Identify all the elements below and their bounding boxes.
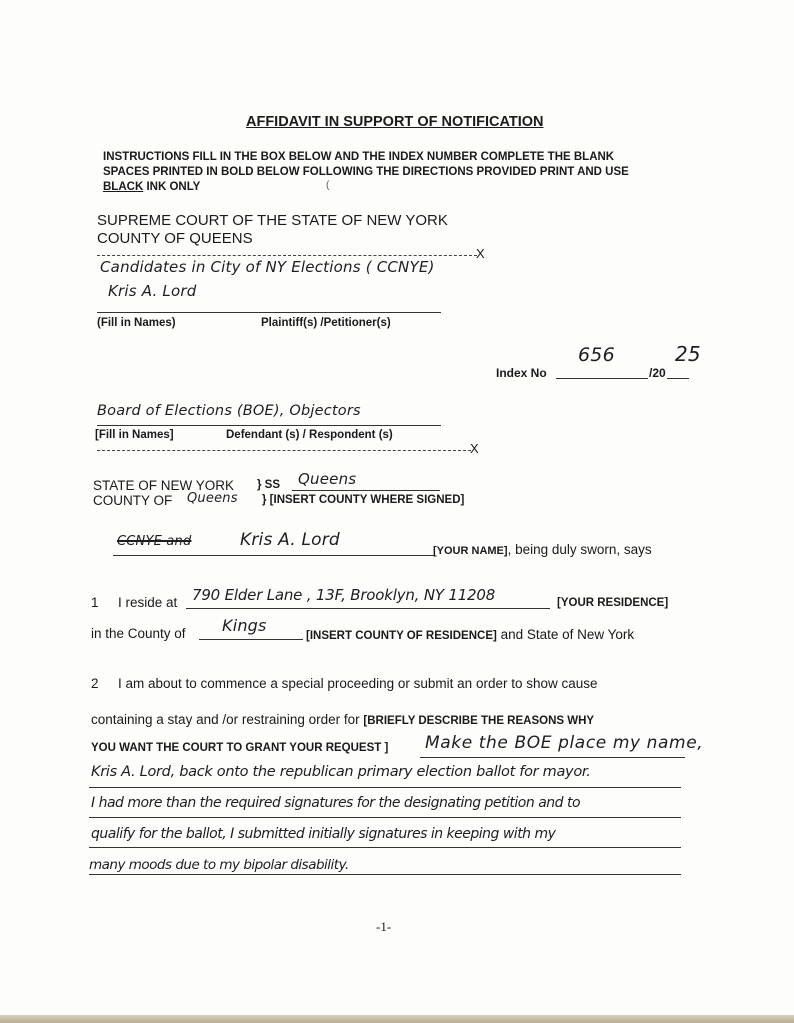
- reason-line-3[interactable]: I had more than the required signatures for the designating petition and to: [91, 795, 581, 811]
- describe-reasons-label: [BRIEFLY DESCRIBE THE REASONS WHY: [363, 715, 595, 727]
- instructions-line-2: SPACES PRINTED IN BOLD BELOW FOLLOWING THE DIRECTIONS PROVIDED PRINT AND USE: [103, 166, 629, 178]
- paragraph-2-line-2: [91, 711, 594, 729]
- paragraph-1-number: 1: [91, 595, 99, 610]
- grant-request-label: YOU WANT THE COURT TO GRANT YOUR REQUEST ]: [91, 742, 389, 754]
- reason-rule-1: [420, 757, 685, 758]
- deponent-rule: [113, 555, 435, 556]
- paragraph-2-line-2-text: containing a stay and /or restraining order for: [91, 712, 364, 727]
- caption-top-rule: [97, 255, 477, 256]
- residence-label: [YOUR RESIDENCE]: [557, 597, 669, 609]
- your-name-label: [YOUR NAME]: [433, 545, 508, 557]
- reason-line-1[interactable]: Make the BOE place my name,: [425, 733, 704, 753]
- venue-county-value[interactable]: Queens: [187, 491, 238, 506]
- defendant-rule: [97, 425, 441, 426]
- residence-county-rule: [199, 639, 303, 640]
- deponent-line-text: [433, 541, 652, 559]
- index-number[interactable]: 656: [578, 344, 615, 366]
- caption-x-mark-bottom: X: [470, 441, 479, 456]
- reason-line-5[interactable]: many moods due to my bipolar disability.: [89, 857, 349, 873]
- reside-text: I reside at: [118, 595, 178, 610]
- sworn-text: , being duly sworn, says: [507, 542, 652, 557]
- reason-line-4[interactable]: qualify for the ballot, I submitted initially signatures in keeping with my: [91, 826, 556, 842]
- residence-address[interactable]: 790 Elder Lane , 13F, Brooklyn, NY 11208: [192, 586, 496, 604]
- instructions-line-1: INSTRUCTIONS FILL IN THE BOX BELOW AND THE INDEX NUMBER COMPLETE THE BLANK: [103, 151, 615, 163]
- venue-ss-rule: [292, 490, 440, 491]
- index-year[interactable]: 25: [675, 342, 701, 366]
- court-name: SUPREME COURT OF THE STATE OF NEW YORK: [97, 212, 448, 229]
- index-year-rule: [667, 378, 689, 379]
- venue-county-label: COUNTY OF: [93, 493, 173, 508]
- reason-rule-5: [89, 874, 681, 875]
- plaintiff-role-label: Plaintiff(s) /Petitioner(s): [261, 317, 391, 329]
- reason-rule-3: [89, 817, 681, 818]
- plaintiff-name-line-1[interactable]: Candidates in City of NY Elections ( CCNYE): [100, 258, 435, 276]
- venue-ss-label: } SS: [257, 479, 281, 491]
- index-year-prefix: /20: [649, 366, 666, 380]
- index-label: Index No: [496, 366, 547, 380]
- plaintiff-rule: [97, 312, 441, 313]
- residence-county[interactable]: Kings: [222, 616, 267, 635]
- state-suffix: and State of New York: [496, 627, 635, 642]
- reason-line-2[interactable]: Kris A. Lord, back onto the republican primary election ballot for mayor.: [91, 764, 591, 780]
- stray-mark: (: [326, 180, 330, 191]
- index-number-rule: [556, 378, 648, 379]
- plaintiff-fill-label: (Fill in Names): [97, 317, 176, 329]
- county-prefix: in the County of: [91, 626, 186, 641]
- instructions-line-3: [103, 180, 200, 195]
- document-title: AFFIDAVIT IN SUPPORT OF NOTIFICATION: [246, 114, 544, 130]
- black-underlined: BLACK: [103, 181, 144, 193]
- defendant-names[interactable]: Board of Elections (BOE), Objectors: [97, 403, 361, 419]
- county-of-residence-label: [INSERT COUNTY OF RESIDENCE]: [306, 630, 497, 642]
- defendant-role-label: Defendant (s) / Respondent (s): [226, 429, 393, 441]
- venue-state-label: STATE OF NEW YORK: [93, 478, 235, 493]
- venue-ss-county[interactable]: Queens: [298, 470, 357, 488]
- struck-text: CCNYE and: [117, 534, 192, 549]
- deponent-name[interactable]: Kris A. Lord: [240, 530, 340, 550]
- ink-only: INK ONLY: [143, 181, 201, 193]
- plaintiff-name-line-2[interactable]: Kris A. Lord: [108, 282, 197, 300]
- reason-rule-2: [89, 787, 681, 788]
- residence-rule: [186, 608, 550, 609]
- caption-bottom-rule: [97, 450, 471, 451]
- reason-rule-4: [89, 847, 681, 848]
- caption-x-mark-top: X: [476, 246, 485, 261]
- court-county: COUNTY OF QUEENS: [97, 230, 253, 247]
- venue-county-instruction: } [INSERT COUNTY WHERE SIGNED]: [262, 494, 465, 506]
- scan-bottom-edge: [0, 1015, 794, 1023]
- paragraph-2-line-1: I am about to commence a special proceeding or submit an order to show cause: [118, 676, 598, 691]
- county-line-rest: [306, 626, 634, 644]
- defendant-fill-label: [Fill in Names]: [95, 429, 174, 441]
- page-number: -1-: [376, 919, 392, 934]
- paragraph-2-number: 2: [91, 676, 99, 691]
